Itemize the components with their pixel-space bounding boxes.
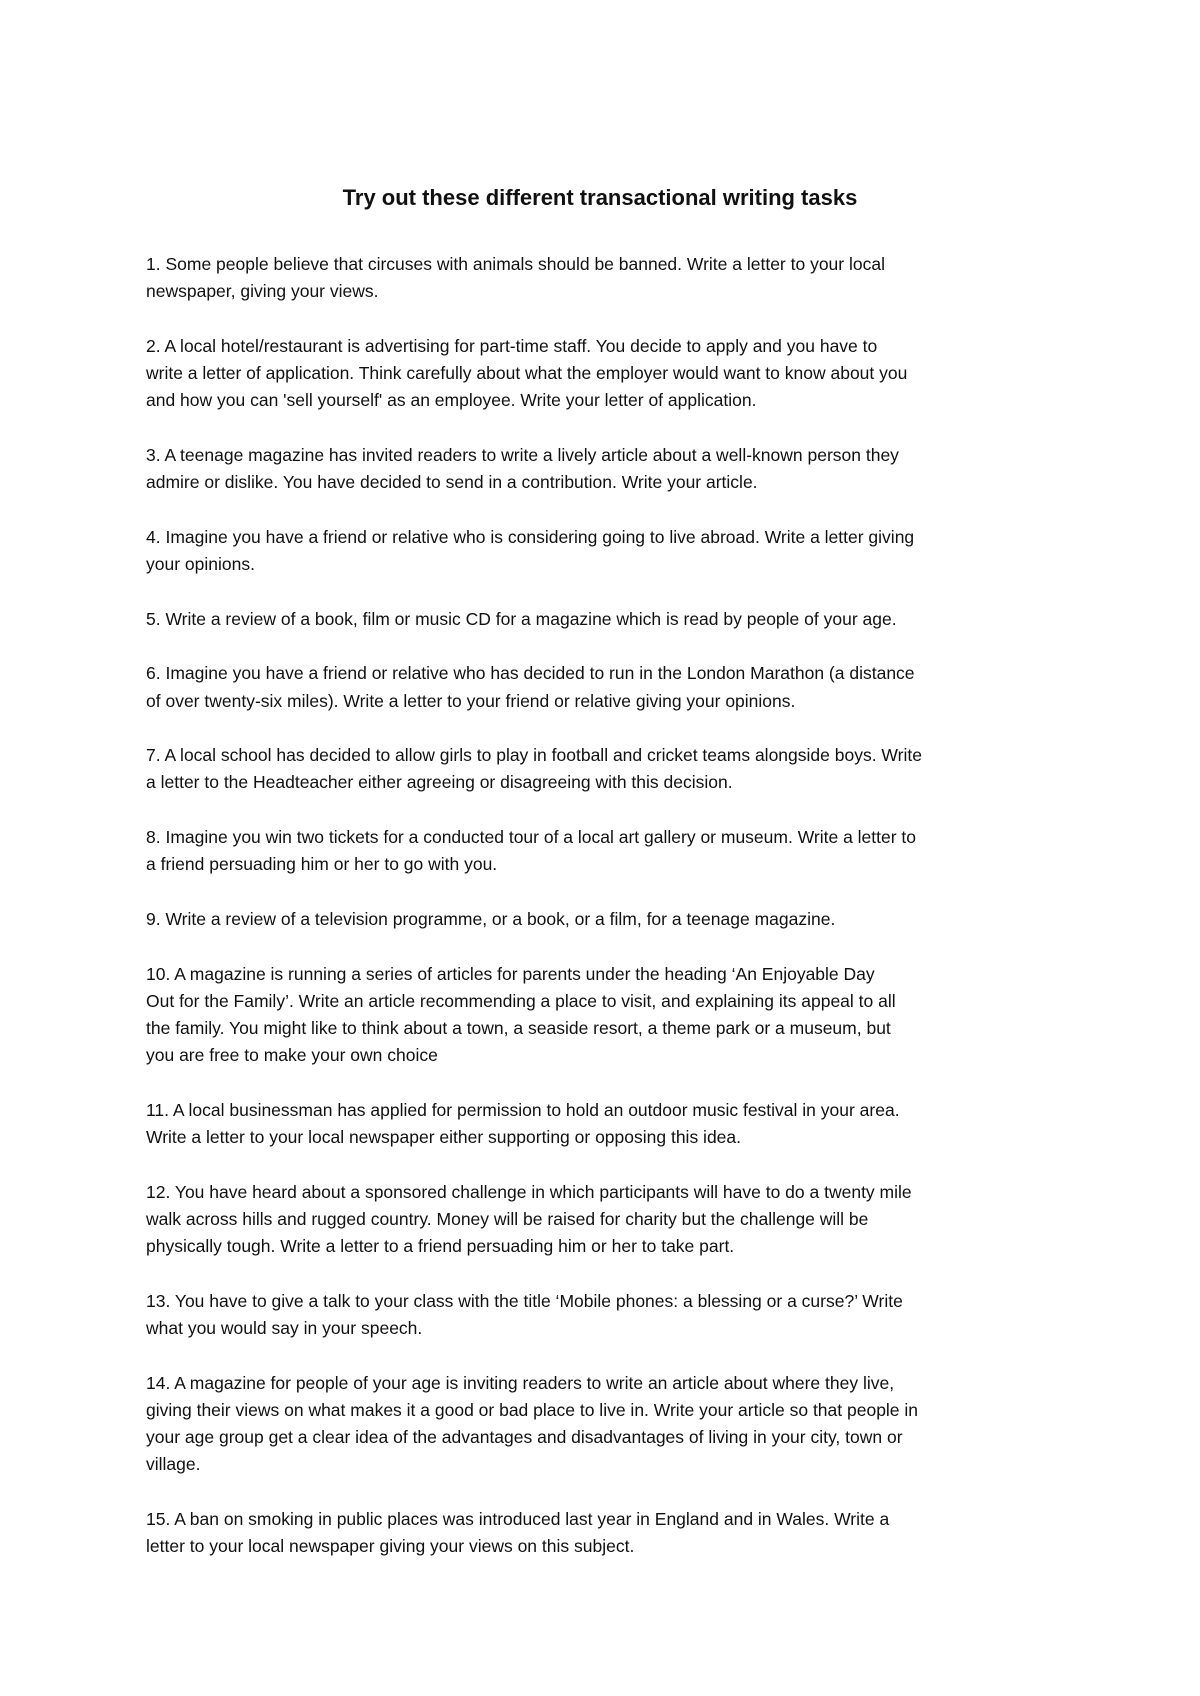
task-line: 1. Some people believe that circuses with animals should be banned. Write a letter to your local bbox=[146, 254, 885, 274]
task-line: Out for the Family’. Write an article recommending a place to visit, and explaining its appeal to all bbox=[146, 990, 896, 1011]
task-line: 10. A magazine is running a series of articles for parents under the heading ‘An Enjoyable Day bbox=[146, 963, 875, 984]
task-line: 13. You have to give a talk to your class with the title ‘Mobile phones: a blessing or a curse?’ Write bbox=[146, 1290, 903, 1311]
task-line: a friend persuading him or her to go with you. bbox=[146, 854, 498, 875]
task-item-3 bbox=[146, 442, 1076, 496]
task-line: what you would say in your speech. bbox=[146, 1318, 423, 1339]
task-line: 12. You have heard about a sponsored challenge in which participants will have to do a twenty mile bbox=[146, 1181, 912, 1202]
task-item-5 bbox=[146, 606, 1076, 633]
task-line: 2. A local hotel/restaurant is advertising for part-time staff. You decide to apply and you have to bbox=[146, 335, 878, 356]
task-item-13 bbox=[146, 1288, 1076, 1342]
task-line: village. bbox=[146, 1454, 201, 1475]
task-item-10 bbox=[146, 961, 1076, 1070]
task-item-8 bbox=[146, 824, 1076, 878]
task-line: giving their views on what makes it a good or bad place to live in. Write your article so that people in bbox=[146, 1399, 919, 1420]
task-line: 5. Write a review of a book, film or music CD for a magazine which is read by people of your age. bbox=[146, 608, 897, 629]
task-list bbox=[146, 251, 1076, 1588]
task-line: 9. Write a review of a television programme, or a book, or a film, for a teenage magazine. bbox=[146, 909, 836, 929]
task-line: letter to your local newspaper giving your views on this subject. bbox=[146, 1536, 635, 1557]
task-line: 15. A ban on smoking in public places was introduced last year in England and in Wales. Write a bbox=[146, 1509, 890, 1529]
task-item-14 bbox=[146, 1370, 1076, 1479]
task-line: walk across hills and rugged country. Money will be raised for charity but the challenge will be bbox=[146, 1209, 869, 1229]
task-item-15 bbox=[146, 1506, 1076, 1560]
task-item-12 bbox=[146, 1179, 1076, 1261]
task-item-11 bbox=[146, 1097, 1076, 1151]
task-item-1 bbox=[146, 251, 1076, 305]
task-line: newspaper, giving your views. bbox=[146, 281, 379, 302]
task-line: 8. Imagine you win two tickets for a conducted tour of a local art gallery or museum. Write a letter to bbox=[146, 827, 917, 848]
task-item-2 bbox=[146, 333, 1076, 415]
task-item-7 bbox=[146, 742, 1076, 796]
task-line: 11. A local businessman has applied for permission to hold an outdoor music festival in your area. bbox=[146, 1099, 900, 1120]
task-item-9 bbox=[146, 906, 1076, 933]
task-line: your opinions. bbox=[146, 554, 255, 574]
task-line: and how you can 'sell yourself' as an employee. Write your letter of application. bbox=[146, 390, 757, 411]
task-line: Write a letter to your local newspaper either supporting or opposing this idea. bbox=[146, 1127, 742, 1148]
task-line: 7. A local school has decided to allow girls to play in football and cricket teams alongside boys. Write bbox=[146, 745, 922, 766]
task-line: 4. Imagine you have a friend or relative who is considering going to live abroad. Write a letter giving bbox=[146, 526, 915, 547]
task-line: physically tough. Write a letter to a friend persuading him or her to take part. bbox=[146, 1236, 735, 1257]
task-line: your age group get a clear idea of the advantages and disadvantages of living in your city, town or bbox=[146, 1427, 903, 1448]
task-line: 14. A magazine for people of your age is inviting readers to write an article about where they live, bbox=[146, 1372, 895, 1393]
task-line: you are free to make your own choice bbox=[146, 1045, 438, 1066]
task-line: 6. Imagine you have a friend or relative who has decided to run in the London Marathon (a distance bbox=[146, 663, 915, 684]
task-line: of over twenty-six miles). Write a letter to your friend or relative giving your opinions. bbox=[146, 690, 796, 711]
task-line: admire or dislike. You have decided to send in a contribution. Write your article. bbox=[146, 472, 758, 493]
task-line: the family. You might like to think about a town, a seaside resort, a theme park or a museum, but bbox=[146, 1018, 891, 1039]
task-line: 3. A teenage magazine has invited readers to write a lively article about a well-known person they bbox=[146, 444, 899, 465]
task-item-4 bbox=[146, 524, 1076, 578]
task-line: write a letter of application. Think carefully about what the employer would want to know about you bbox=[146, 363, 908, 384]
task-item-6 bbox=[146, 660, 1076, 714]
page-title: Try out these different transactional writing tasks bbox=[342, 185, 858, 210]
task-line: a letter to the Headteacher either agreeing or disagreeing with this decision. bbox=[146, 772, 733, 793]
